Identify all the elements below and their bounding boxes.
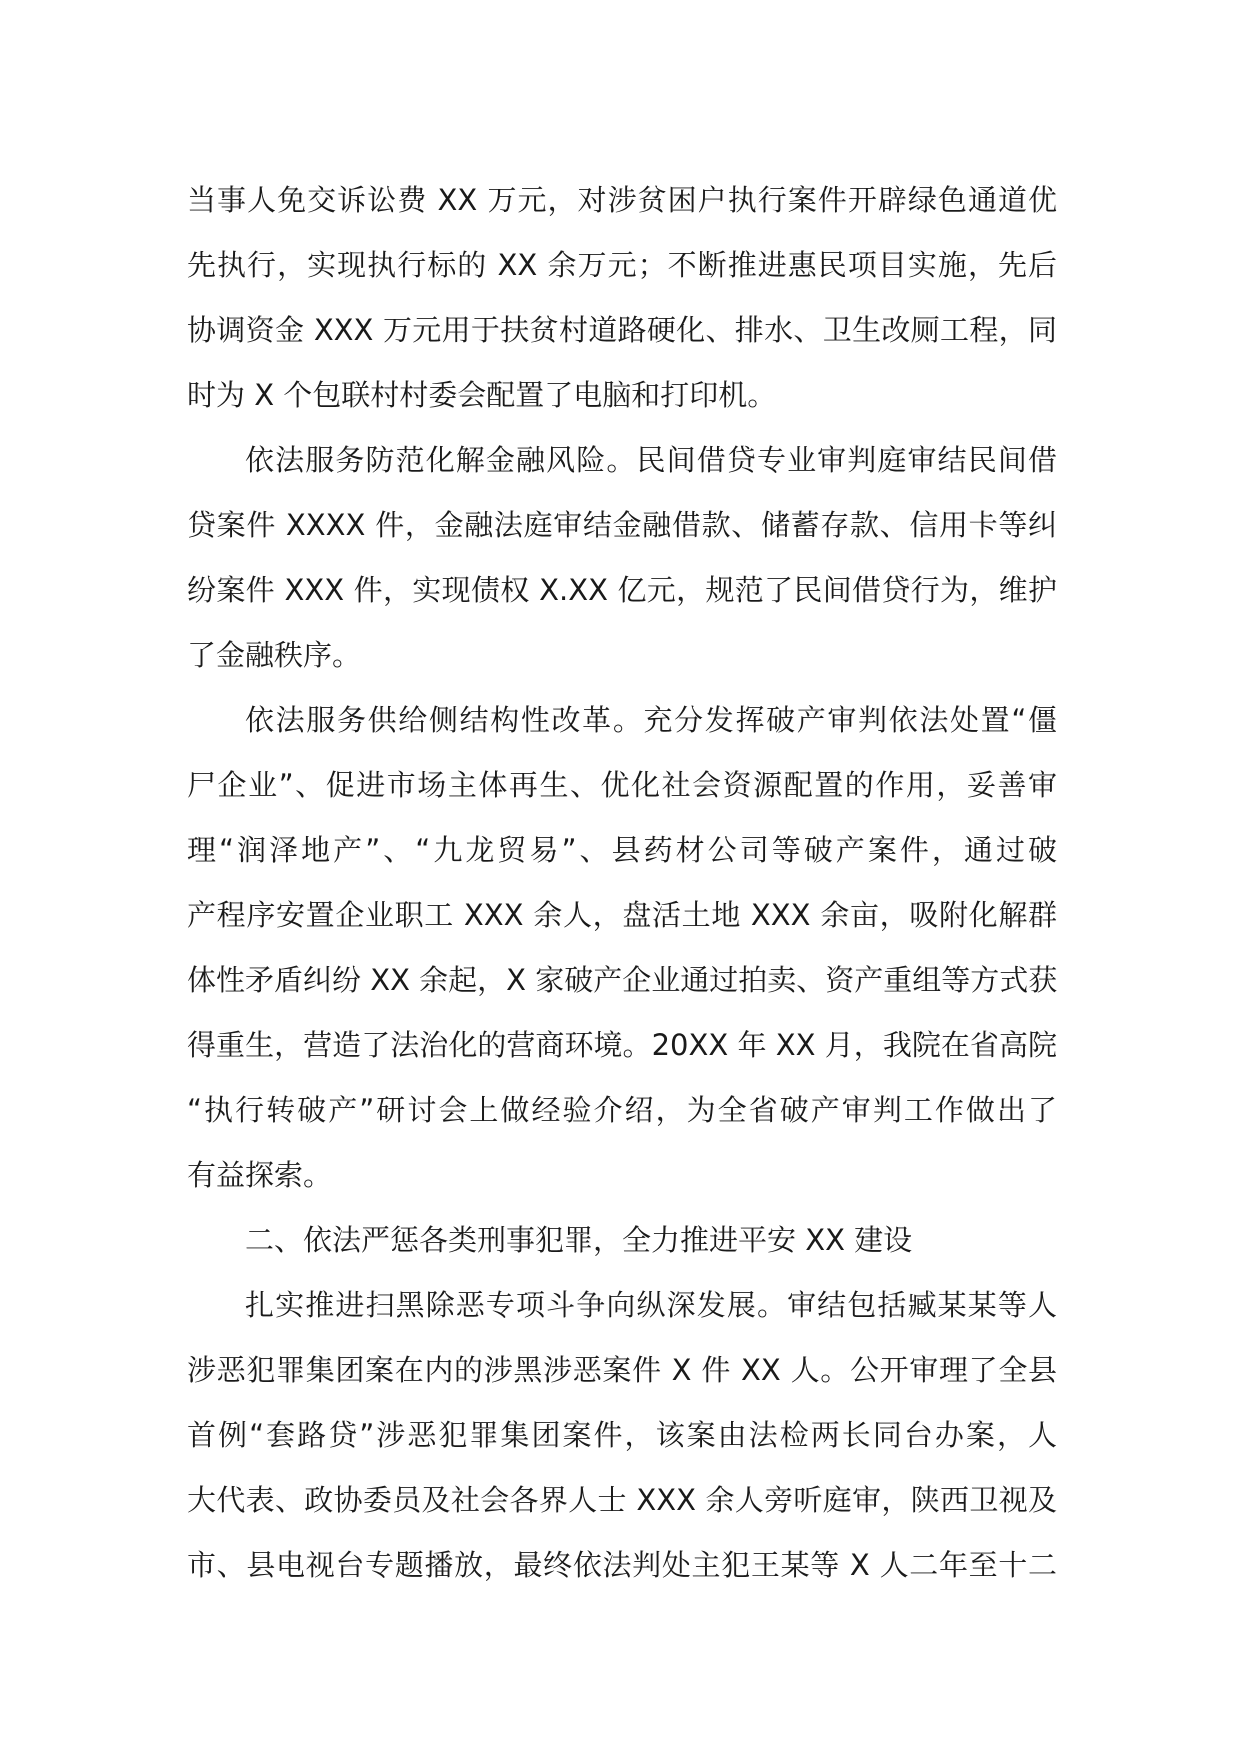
text-line: 先执行，实现执行标的 XX 余万元；不断推进惠民项目实施，先后 [187, 248, 1057, 282]
text-line: 市、县电视台专题播放，最终依法判处主犯王某等 X 人二年至十二 [187, 1548, 1057, 1582]
text-line: 纷案件 XXX 件，实现债权 X.XX 亿元，规范了民间借贷行为，维护 [187, 573, 1057, 607]
text-line: 理“润泽地产”、“九龙贸易”、县药材公司等破产案件，通过破 [187, 833, 1057, 867]
text-line: 了金融秩序。 [187, 638, 362, 672]
text-line: 体性矛盾纠纷 XX 余起，X 家破产企业通过拍卖、资产重组等方式获 [187, 963, 1058, 997]
text-line: 协调资金 XXX 万元用于扶贫村道路硬化、排水、卫生改厕工程，同 [187, 313, 1057, 347]
text-line: 首例“套路贷”涉恶犯罪集团案件，该案由法检两长同台办案，人 [187, 1418, 1057, 1452]
text-line: 产程序安置企业职工 XXX 余人，盘活土地 XXX 余亩，吸附化解群 [187, 898, 1057, 932]
text-line: 依法服务防范化解金融风险。民间借贷专业审判庭审结民间借 [245, 443, 1057, 477]
text-line: 时为 X 个包联村村委会配置了电脑和打印机。 [187, 378, 777, 412]
text-line: 涉恶犯罪集团案在内的涉黑涉恶案件 X 件 XX 人。公开审理了全县 [187, 1353, 1057, 1387]
text-line: “执行转破产”研讨会上做经验介绍，为全省破产审判工作做出了 [187, 1093, 1057, 1127]
text-line: 大代表、政协委员及社会各界人士 XXX 余人旁听庭审，陕西卫视及 [187, 1483, 1057, 1517]
text-line: 尸企业”、促进市场主体再生、优化社会资源配置的作用，妥善审 [187, 768, 1057, 802]
text-line: 贷案件 XXXX 件，金融法庭审结金融借款、储蓄存款、信用卡等纠 [187, 508, 1057, 542]
text-line: 依法服务供给侧结构性改革。充分发挥破产审判依法处置“僵 [245, 703, 1057, 737]
text-line: 得重生，营造了法治化的营商环境。20XX 年 XX 月，我院在省高院 [187, 1028, 1057, 1062]
document-body [187, 168, 1057, 1598]
text-line: 扎实推进扫黑除恶专项斗争向纵深发展。审结包括臧某某等人 [245, 1288, 1057, 1322]
text-line: 当事人免交诉讼费 XX 万元，对涉贫困户执行案件开辟绿色通道优 [187, 183, 1057, 217]
text-line: 二、依法严惩各类刑事犯罪，全力推进平安 XX 建设 [245, 1223, 913, 1257]
text-line: 有益探索。 [187, 1158, 333, 1192]
